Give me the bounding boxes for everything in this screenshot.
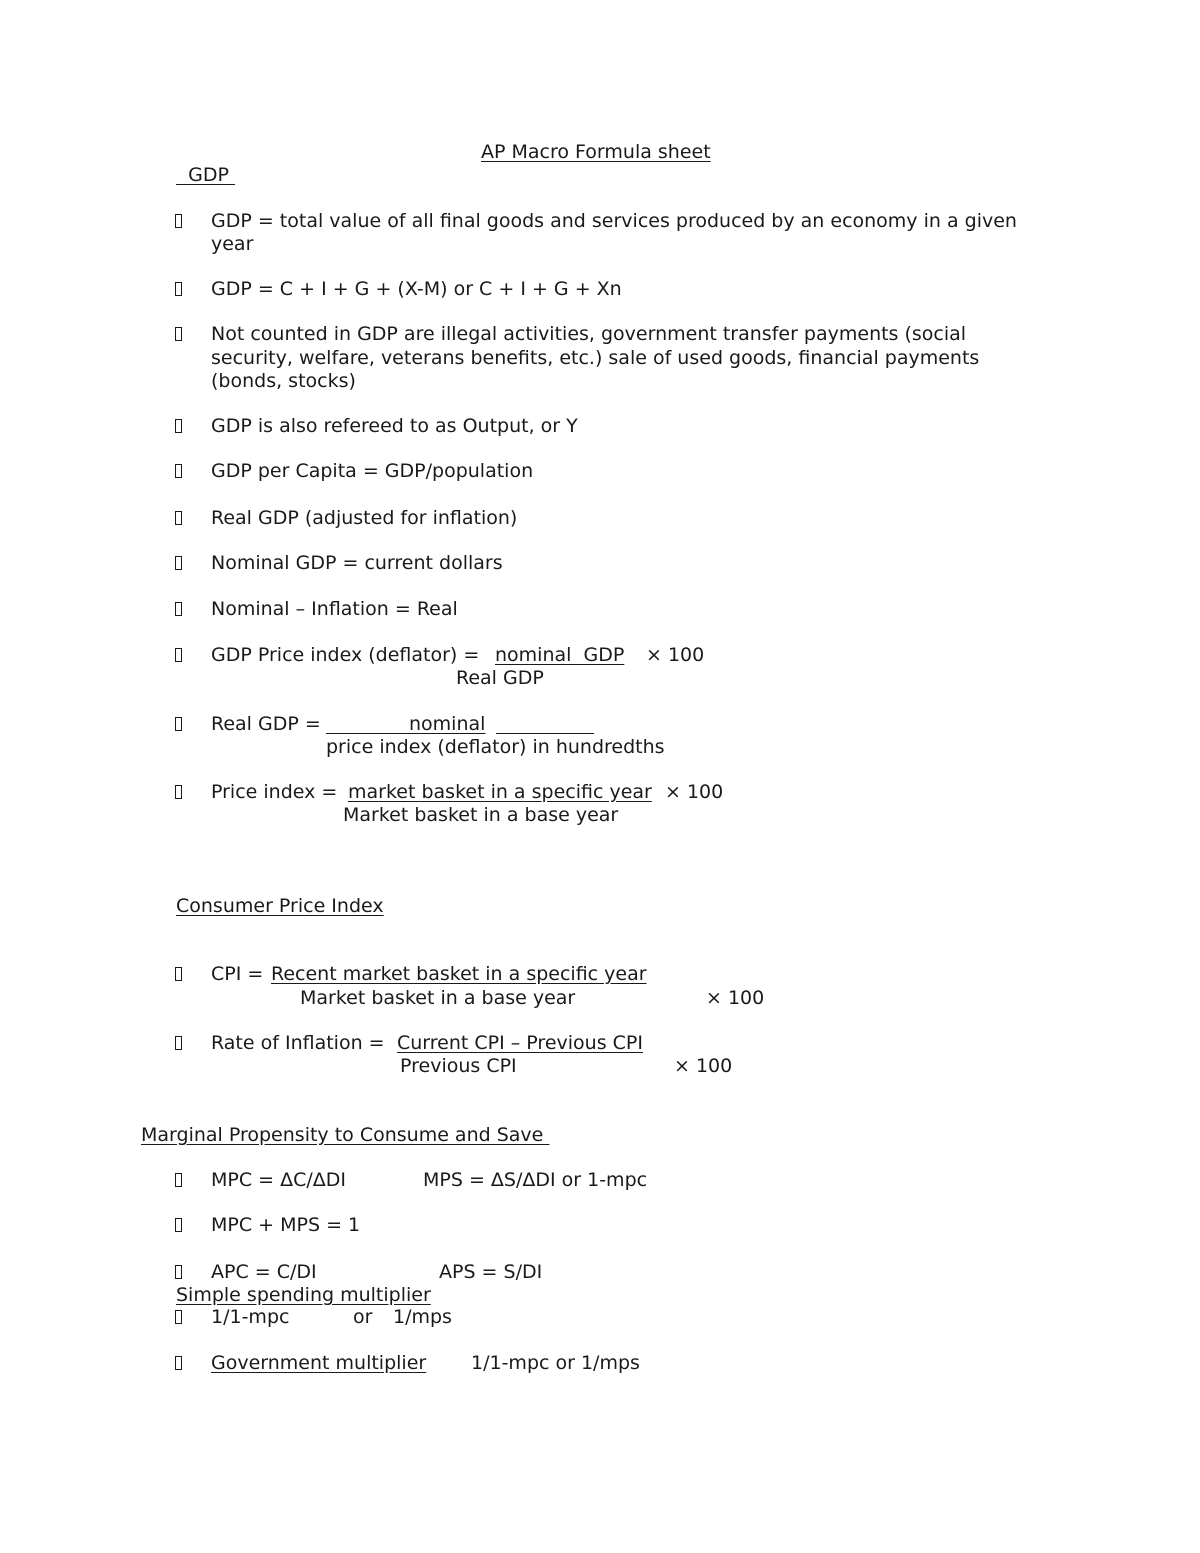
bullet-icon (174, 784, 184, 800)
bullet-text: Nominal – Inflation = Real (211, 598, 458, 620)
inflation-denominator: Previous CPI (400, 1055, 517, 1077)
bullet-icon (174, 1309, 184, 1325)
inflation-numerator: Current CPI – Previous CPI (397, 1032, 643, 1054)
bullet-text: Real GDP (adjusted for inflation) (211, 507, 518, 529)
bullet-text: GDP = total value of all final goods and services produced by an economy in a given (211, 210, 1017, 232)
cpi-times: × 100 (706, 987, 765, 1009)
bullet-icon (174, 281, 184, 297)
fraction-line (496, 733, 594, 734)
mps-formula: MPS = ΔS/ΔDI or 1-mpc (423, 1169, 648, 1191)
section-heading-mpc-mps: Marginal Propensity to Consume and Save (141, 1124, 550, 1146)
bullet-icon (174, 716, 184, 732)
price-index-label: Price index = (211, 781, 344, 803)
deflator-numerator: nominal GDP (495, 644, 625, 666)
bullet-icon (174, 1355, 184, 1371)
bullet-icon (174, 1264, 184, 1280)
multiplier-right: 1/mps (393, 1306, 452, 1328)
aps-formula: APS = S/DI (439, 1261, 543, 1283)
bullet-icon (174, 1035, 184, 1051)
bullet-icon (174, 647, 184, 663)
mpc-formula: MPC = ΔC/ΔDI (211, 1169, 347, 1191)
price-index-denominator: Market basket in a base year (343, 804, 619, 826)
bullet-icon (174, 1172, 184, 1188)
real-gdp-denominator: price index (deflator) in hundredths (326, 736, 665, 758)
cpi-label: CPI = (211, 963, 270, 985)
deflator-times: × 100 (646, 644, 705, 666)
price-index-times: × 100 (665, 781, 724, 803)
price-index-numerator: market basket in a specific year (348, 781, 652, 803)
bullet-text: Nominal GDP = current dollars (211, 552, 503, 574)
cpi-denominator: Market basket in a base year (300, 987, 576, 1009)
bullet-icon (174, 418, 184, 434)
bullet-icon (174, 213, 184, 229)
section-heading-cpi: Consumer Price Index (176, 895, 384, 917)
gdp-heading-text: GDP (188, 164, 229, 186)
mpc-mps-sum: MPC + MPS = 1 (211, 1214, 361, 1236)
real-gdp-numerator: nominal (409, 713, 486, 735)
bullet-text: GDP per Capita = GDP/population (211, 460, 534, 482)
bullet-text: security, welfare, veterans benefits, etc.) sale of used goods, financial payments (211, 347, 980, 369)
gov-multiplier-value: 1/1-mpc or 1/mps (471, 1352, 640, 1374)
bullet-icon (174, 326, 184, 342)
bullet-icon (174, 1217, 184, 1233)
bullet-text: GDP = C + I + G + (X-M) or C + I + G + Xn (211, 278, 622, 300)
real-gdp-label: Real GDP = (211, 713, 321, 735)
bullet-text: GDP is also refereed to as Output, or Y (211, 415, 578, 437)
section-heading-gdp (176, 164, 235, 187)
bullet-icon (174, 601, 184, 617)
bullet-text: year (211, 233, 254, 255)
bullet-icon (174, 463, 184, 479)
section-heading-multiplier: Simple spending multiplier (176, 1284, 431, 1306)
apc-formula: APC = C/DI (211, 1261, 317, 1283)
bullet-text: (bonds, stocks) (211, 370, 356, 392)
page-title: AP Macro Formula sheet (481, 141, 711, 163)
deflator-denominator: Real GDP (456, 667, 544, 689)
deflator-label: GDP Price index (deflator) = (211, 644, 486, 666)
cpi-numerator: Recent market basket in a specific year (271, 963, 647, 985)
multiplier-or: or (353, 1306, 373, 1328)
multiplier-left: 1/1-mpc (211, 1306, 290, 1328)
gov-multiplier-label: Government multiplier (211, 1352, 427, 1374)
bullet-text: Not counted in GDP are illegal activities, government transfer payments (social (211, 323, 967, 345)
bullet-icon (174, 510, 184, 526)
fraction-line (326, 733, 409, 734)
inflation-label: Rate of Inflation = (211, 1032, 391, 1054)
bullet-icon (174, 966, 184, 982)
inflation-times: × 100 (674, 1055, 733, 1077)
bullet-icon (174, 555, 184, 571)
